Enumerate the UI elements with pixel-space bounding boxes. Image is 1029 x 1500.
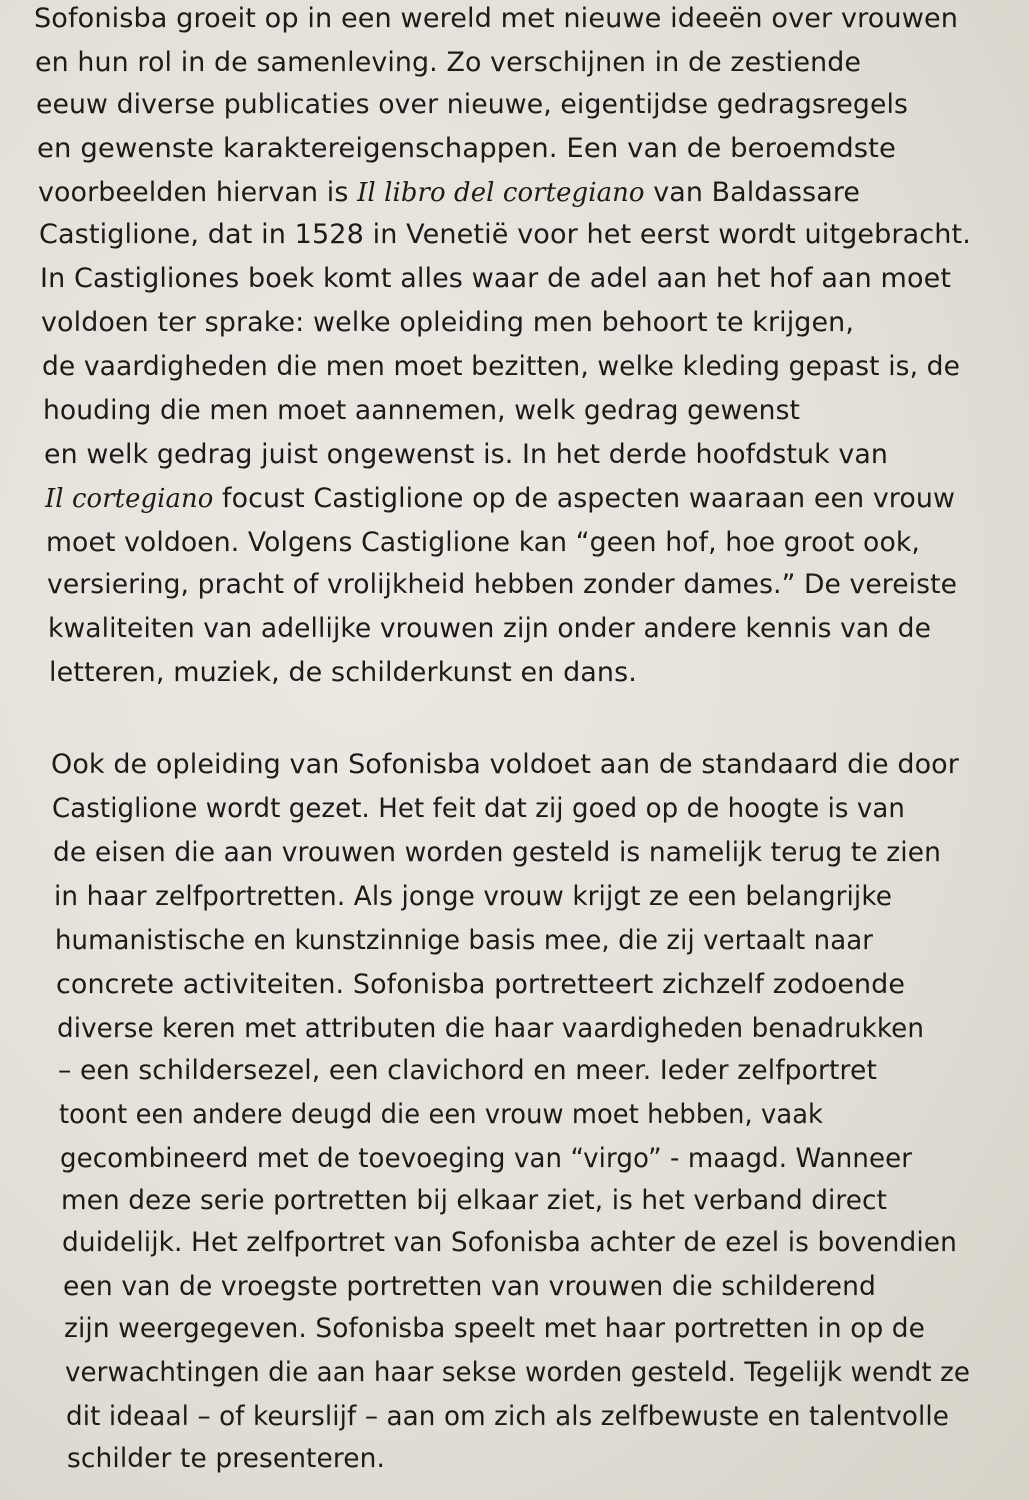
paragraph-2-line-5 xyxy=(55,926,873,956)
paragraph-1-line-4 xyxy=(37,134,896,164)
paragraph-2-line-16 xyxy=(66,1402,949,1432)
line-text: humanistische en kunstzinnige basis mee, die zij vertaalt naar xyxy=(55,925,874,956)
line-text: versiering, pracht of vrolijkheid hebben zonder dames.” De vereiste xyxy=(47,569,958,600)
italic-book-title: Il cortegiano xyxy=(45,484,214,514)
line-text: voldoen ter sprake: welke opleiding men behoort te krijgen, xyxy=(41,307,854,338)
paragraph-2-line-12 xyxy=(62,1228,957,1258)
paragraph-1-line-8 xyxy=(41,308,854,338)
paragraph-2-line-15 xyxy=(65,1358,970,1388)
paragraph-1-line-10 xyxy=(43,396,800,426)
line-text: Ook de opleiding van Sofonisba voldoet aan de standaard die door xyxy=(51,749,959,780)
line-text: In Castigliones boek komt alles waar de adel aan het hof aan moet xyxy=(40,263,952,294)
line-text: van Baldassare xyxy=(644,177,861,208)
paragraph-2-line-14 xyxy=(64,1314,925,1344)
line-text: verwachtingen die aan haar sekse worden gesteld. Tegelijk wendt ze xyxy=(65,1357,971,1388)
line-text: en hun rol in de samenleving. Zo verschijnen in de zestiende xyxy=(35,47,862,78)
line-text: concrete activiteiten. Sofonisba portretteert zichzelf zodoende xyxy=(56,969,906,1000)
line-text: duidelijk. Het zelfportret van Sofonisba achter de ezel is bovendien xyxy=(62,1227,957,1258)
paragraph-1-line-6 xyxy=(39,220,971,250)
line-text: en gewenste karaktereigenschappen. Een van de beroemdste xyxy=(37,133,897,164)
line-text: men deze serie portretten bij elkaar ziet, is het verband direct xyxy=(61,1185,888,1216)
paragraph-1-line-2 xyxy=(35,48,861,78)
paragraph-2-line-4 xyxy=(54,882,892,912)
paragraph-2-line-17 xyxy=(67,1444,385,1474)
line-text: toont een andere deugd die een vrouw moet hebben, vaak xyxy=(59,1099,824,1130)
line-text: een van de vroegste portretten van vrouwen die schilderend xyxy=(63,1271,876,1302)
paragraph-1-line-14 xyxy=(47,570,957,600)
paragraph-1-line-5 xyxy=(38,178,860,208)
paragraph-2-line-7 xyxy=(57,1014,924,1044)
paragraph-1-line-11 xyxy=(44,440,888,470)
paragraph-2-line-9 xyxy=(59,1100,823,1130)
line-text: houding die men moet aannemen, welk gedrag gewenst xyxy=(43,395,801,426)
paragraph-1-line-13 xyxy=(46,528,920,558)
line-text: kwaliteiten van adellijke vrouwen zijn onder andere kennis van de xyxy=(48,613,932,644)
line-text: in haar zelfportretten. Als jonge vrouw krijgt ze een belangrijke xyxy=(54,881,893,912)
line-text: de vaardigheden die men moet bezitten, welke kleding gepast is, de xyxy=(42,351,961,382)
paragraph-2-line-2 xyxy=(52,794,905,824)
paragraph-1-line-9 xyxy=(42,352,960,382)
line-text: schilder te presenteren. xyxy=(67,1443,386,1474)
line-text: Sofonisba groeit op in een wereld met nieuwe ideeën over vrouwen xyxy=(34,3,959,34)
paragraph-1-line-16 xyxy=(49,658,637,688)
line-text: voorbeelden hiervan is xyxy=(38,177,358,208)
line-text: moet voldoen. Volgens Castiglione kan “geen hof, hoe groot ook, xyxy=(46,527,920,558)
line-text: Castiglione wordt gezet. Het feit dat zij goed op de hoogte is van xyxy=(52,793,905,824)
italic-book-title: Il libro del cortegiano xyxy=(357,178,645,208)
line-text: dit ideaal – of keurslijf – aan om zich als zelfbewuste en talentvolle xyxy=(66,1401,950,1432)
paragraph-1-line-7 xyxy=(40,264,951,294)
line-text: gecombineerd met de toevoeging van “virgo” - maagd. Wanneer xyxy=(60,1143,913,1174)
paragraph-2-line-10 xyxy=(60,1144,912,1174)
paragraph-1-line-15 xyxy=(48,614,931,644)
paragraph-1-line-3 xyxy=(36,90,908,120)
paragraph-2-line-6 xyxy=(56,970,905,1000)
paragraph-2-line-11 xyxy=(61,1186,887,1216)
line-text: letteren, muziek, de schilderkunst en dans. xyxy=(49,657,637,688)
line-text: – een schildersezel, een clavichord en meer. Ieder zelfportret xyxy=(58,1055,877,1086)
line-text: de eisen die aan vrouwen worden gesteld is namelijk terug te zien xyxy=(53,837,942,868)
line-text: zijn weergegeven. Sofonisba speelt met haar portretten in op de xyxy=(64,1313,926,1344)
line-text: diverse keren met attributen die haar vaardigheden benadrukken xyxy=(57,1013,925,1044)
line-text: eeuw diverse publicaties over nieuwe, eigentijdse gedragsregels xyxy=(36,89,909,120)
paragraph-2-line-3 xyxy=(53,838,941,868)
line-text: Castiglione, dat in 1528 in Venetië voor het eerst wordt uitgebracht. xyxy=(39,219,971,250)
paragraph-2-line-1 xyxy=(51,750,959,780)
paragraph-2-line-8 xyxy=(58,1056,877,1086)
paragraph-1-line-12 xyxy=(45,484,955,514)
paragraph-2-line-13 xyxy=(63,1272,876,1302)
line-text: focust Castiglione op de aspecten waaraan een vrouw xyxy=(213,483,956,514)
paragraph-1-line-1 xyxy=(34,4,958,34)
line-text: en welk gedrag juist ongewenst is. In het derde hoofdstuk van xyxy=(44,439,889,470)
